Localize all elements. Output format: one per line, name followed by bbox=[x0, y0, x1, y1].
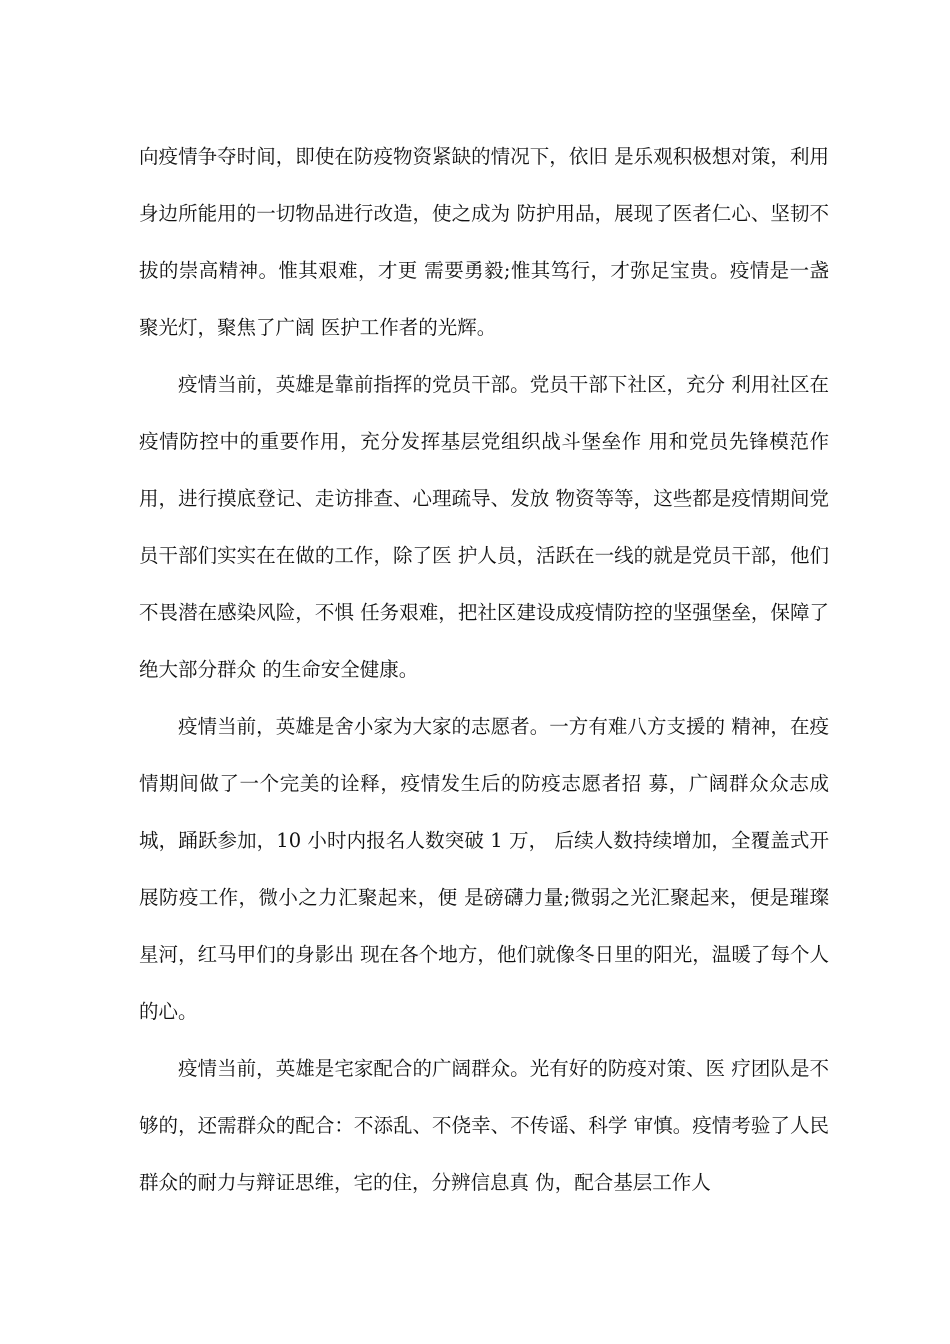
paragraph-2: 疫情当前，英雄是靠前指挥的党员干部。党员干部下社区，充分 利用社区在疫情防控中的重要作用，充分发挥基层党组织战斗堡垒作 用和党员先锋模范作用，进行摸底登记、走访排查、心理疏导、发放 物资等等，这些都是疫情期间党员干部们实实在在做的工作，除了医 护人员，活跃在一线的就是党员干部，他们不畏潜在感染风险，不惧 任务艰难，把社区建设成疫情防控的坚强堡垒，保障了绝大部分群众 的生命安全健康。 bbox=[139, 373, 829, 681]
paragraph-3: 疫情当前，英雄是舍小家为大家的志愿者。一方有难八方支援的 精神，在疫情期间做了一个完美的诠释，疫情发生后的防疫志愿者招 募，广阔群众众志成城，踊跃参加，10 小时内报名人数突破 1 万， 后续人数持续增加，全覆盖式开展防疫工作，微小之力汇聚起来，便 是磅礴力量;微弱之光汇聚起来，便是璀璨星河，红马甲们的身影出 现在各个地方，他们就像冬日里的阳光，温暖了每个人的心。 bbox=[139, 715, 829, 1023]
paragraph-4: 疫情当前，英雄是宅家配合的广阔群众。光有好的防疫对策、医 疗团队是不够的，还需群众的配合：不添乱、不侥幸、不传谣、科学 审慎。疫情考验了人民群众的耐力与辩证思维，宅的住，分辨信息真 伪，配合基层工作人 bbox=[139, 1057, 829, 1194]
document-page bbox=[139, 128, 829, 1211]
paragraph-1: 向疫情争夺时间，即使在防疫物资紧缺的情况下，依旧 是乐观积极想对策，利用身边所能用的一切物品进行改造，使之成为 防护用品，展现了医者仁心、坚韧不拔的崇高精神。惟其艰难，才更 需要勇毅;惟其笃行，才弥足宝贵。疫情是一盏聚光灯，聚焦了广阔 医护工作者的光辉。 bbox=[139, 145, 829, 339]
